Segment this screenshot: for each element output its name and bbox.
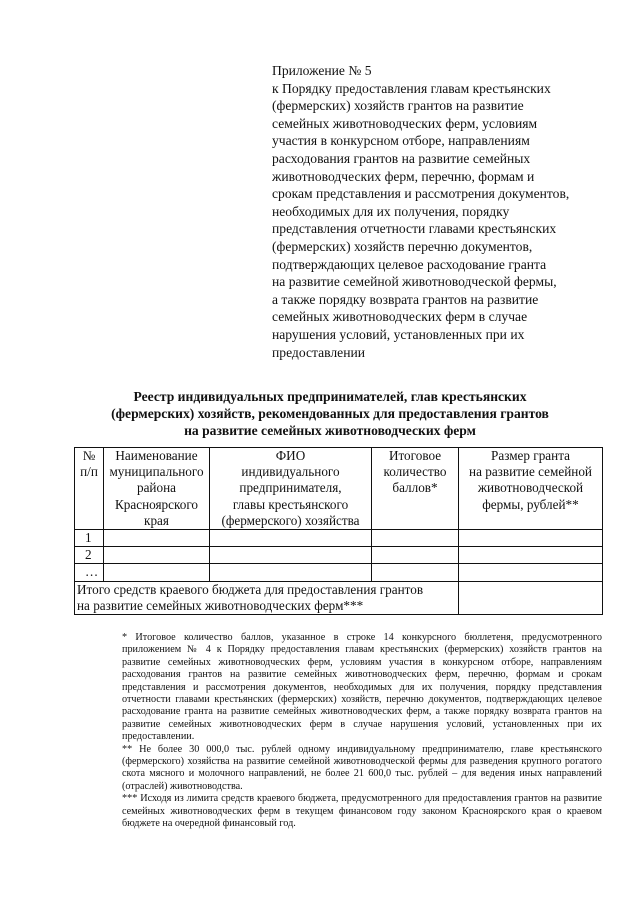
- title-line: (фермерских) хозяйств, рекомендованных для предоставления грантов: [111, 406, 549, 421]
- title-line: Реестр индивидуальных предпринимателей, глав крестьянских: [133, 389, 527, 404]
- header-district: Наименование муниципального района Красноярского края: [104, 448, 210, 530]
- row-number: …: [75, 564, 104, 581]
- header-full-name: ФИО индивидуального предпринимателя, главы крестьянского (фермерского) хозяйства: [210, 448, 372, 530]
- appendix-line: срокам представления и рассмотрения документов,: [272, 186, 570, 202]
- total-label-line: Итого средств краевого бюджета для предоставления грантов: [77, 581, 424, 597]
- appendix-line: представления отчетности главами крестьянских: [272, 221, 557, 237]
- registry-table: [74, 447, 603, 615]
- appendix-line: необходимых для их получения, порядку: [272, 203, 510, 219]
- registry-title: [60, 388, 600, 439]
- header-grant-amount: Размер гранта на развитие семейной животноводческой фермы, рублей**: [459, 448, 603, 530]
- appendix-line: семейных животноводческих ферм, условиям: [272, 115, 538, 131]
- appendix-line: участия в конкурсном отборе, направлениям: [272, 133, 530, 149]
- title-line: на развитие семейных животноводческих ферм: [184, 423, 476, 438]
- footnote-3: *** Исходя из лимита средств краевого бюджета, предусмотренного для предоставления грантов на развитие семейных животноводческих ферм в текущем финансовом году законом Красноярского края о краевом бюджете на очередной финансовый год.: [122, 793, 602, 830]
- table-cell: [210, 530, 372, 547]
- appendix-line: (фермерских) хозяйств грантов на развитие: [272, 98, 524, 114]
- total-label: [75, 581, 459, 614]
- footnote-2: ** Не более 30 000,0 тыс. рублей одному индивидуальному предпринимателю, главе крестьянского (фермерского) хозяйства на развитие семейной животноводческой фермы для разведения крупного рогатого скота мясного и молочного направлений, не более 21 600,0 тыс. рублей – для ведения иных направлений (отраслей) животноводства.: [122, 743, 602, 792]
- table-cell: [459, 547, 603, 564]
- table-cell: [104, 530, 210, 547]
- row-number: 1: [75, 530, 104, 547]
- appendix-line: на развитие семейной животноводческой фермы,: [272, 274, 557, 290]
- table-row: [75, 547, 603, 564]
- table-cell: [104, 547, 210, 564]
- table-cell: [372, 530, 459, 547]
- appendix-line: расходования грантов на развитие семейных: [272, 150, 531, 166]
- appendix-line: а также порядку возврата грантов на развитие: [272, 291, 539, 307]
- table-header-row: [75, 448, 603, 530]
- table-cell: [104, 564, 210, 581]
- table-cell: [372, 547, 459, 564]
- table-cell: [210, 547, 372, 564]
- table-cell: [459, 530, 603, 547]
- table-total-row: [75, 581, 603, 614]
- appendix-header: [272, 62, 612, 361]
- total-label-line: на развитие семейных животноводческих ферм***: [77, 597, 364, 613]
- appendix-line: предоставлении: [272, 344, 366, 360]
- table-cell: [459, 564, 603, 581]
- table-cell: [372, 564, 459, 581]
- row-number: 2: [75, 547, 104, 564]
- appendix-line: подтверждающих целевое расходование гранта: [272, 256, 547, 272]
- header-number: № п/п: [75, 448, 104, 530]
- total-value: [459, 581, 603, 614]
- appendix-line: животноводческих ферм, перечню, формам и: [272, 168, 535, 184]
- table-row: [75, 530, 603, 547]
- table-row: [75, 564, 603, 581]
- appendix-line: Приложение № 5: [272, 63, 372, 78]
- appendix-line: (фермерских) хозяйств перечню документов,: [272, 238, 533, 254]
- table-cell: [210, 564, 372, 581]
- header-total-score: Итоговое количество баллов*: [372, 448, 459, 530]
- footnote-1: * Итоговое количество баллов, указанное в строке 14 конкурсного бюллетеня, предусмотренного приложением № 4 к Порядку предоставления главам крестьянских (фермерских) хозяйств грантов на развитие семейных животноводческих ферм, условиям участия в конкурсном отборе, направлениям расходования грантов на развитие семейных животноводческих ферм, перечню, формам и срокам представления и рассмотрения документов, необходимых для их получения, порядку представления отчетности главами крестьянских (фермерских) хозяйств, перечню документов, подтверждающих целевое расходование гранта на развитие семейных животноводческих ферм, а также порядку возврата грантов на развитие семейных животноводческих ферм в случае нарушения условий, установленных при их предоставлении.: [122, 632, 602, 743]
- footnotes: [76, 632, 602, 831]
- appendix-line: семейных животноводческих ферм в случае: [272, 309, 528, 325]
- appendix-line: нарушения условий, установленных при их: [272, 326, 525, 342]
- appendix-line: к Порядку предоставления главам крестьянских: [272, 80, 551, 96]
